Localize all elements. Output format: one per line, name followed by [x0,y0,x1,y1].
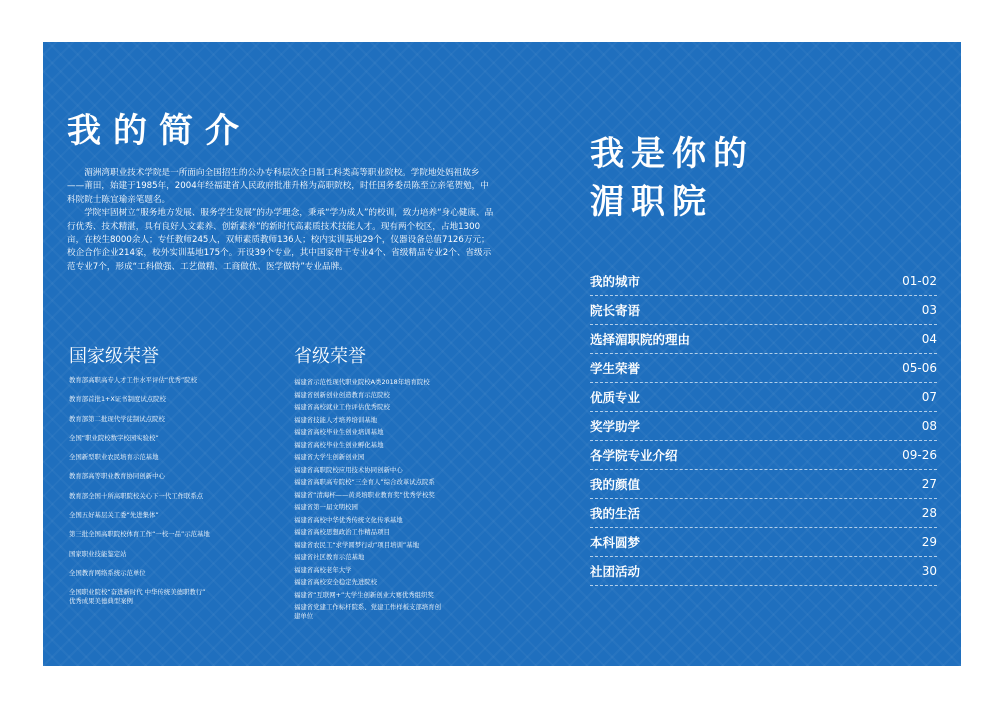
toc-item-president-message[interactable] [590,296,937,325]
national-honor-item: 教育部首批1+X证书制度试点院校 [69,395,166,404]
provincial-honor-item: 福建省“清海杯——黄炎培职业教育奖”优秀学校奖 [294,490,435,499]
toc-page-number: 04 [921,332,937,346]
provincial-honors-title: 省级荣誉 [294,346,366,367]
intro-body [67,167,495,274]
provincial-honor-item: 福建省高职高专院校“三全育人”综合改革试点院系 [294,478,435,486]
national-honor-item: 教育部全国十所高职院校关心下一代工作联系点 [69,491,204,500]
hero-line-2: 湄职院 [590,182,713,222]
national-honor-item: 教育部高等职业教育协同创新中心 [69,472,165,481]
provincial-honor-line: 福建省党建工作标杆院系、党建工作样板支部培育创 [294,603,441,611]
toc-page-number: 28 [921,506,937,520]
toc-label: 奖学助学 [590,419,641,434]
toc-item-undergraduate[interactable] [590,528,937,557]
provincial-honor-item: 福建省高校安全稳定先进院校 [294,578,378,586]
toc-item-campus-looks[interactable] [590,470,937,499]
toc-item-scholarships[interactable] [590,412,937,441]
provincial-honor-item: 福建省创新创业创造教育示范院校 [294,390,390,399]
toc-item-quality-majors[interactable] [590,383,937,412]
toc-label: 本科圆梦 [590,535,641,550]
provincial-honor-item: 福建省技能人才培养培训基地 [294,415,378,424]
provincial-honor-item: 福建省高校思想政治工作精品项目 [294,528,390,536]
provincial-honor-item: 福建省“互联网+”大学生创新创业大赛优秀组织奖 [294,590,434,599]
national-honor-item: 全国新型职业农民培育示范基地 [69,453,159,462]
national-honor-item: 全国五好基层关工委“先进集体” [69,511,159,520]
toc-label: 学生荣誉 [590,361,641,376]
toc-item-campus-life[interactable] [590,499,937,528]
toc-page-number: 01-02 [902,274,937,288]
national-honor-line: 优秀成果美德典型案例 [69,597,133,606]
toc-page-number: 03 [921,303,937,317]
provincial-honor-item: 福建省农民工“求学圆梦行动”项目培训”基地 [294,540,419,549]
toc-item-college-majors[interactable] [590,441,937,470]
toc-page-number: 30 [921,564,937,578]
provincial-honor-item: 福建省示范性现代职业院校A类2018年培育院校 [294,378,430,386]
toc-page-number: 27 [921,477,937,491]
national-honor-line: 全国职业院校“奋进新时代 中华传统美德职教行” [69,588,206,597]
provincial-honor-item: 福建省高校毕业生创业培训基地 [294,428,384,436]
national-honor-item [69,588,274,606]
toc-label: 院长寄语 [590,303,641,318]
provincial-honor-item: 福建省高校就业工作评估优秀院校 [294,403,390,411]
toc-page-number: 29 [921,535,937,549]
national-honor-item: 全国“职业院校数字校园实验校” [69,433,159,442]
intro-paragraph: 学院牢固树立“服务地方发展、服务学生发展”的办学理念，秉承“学为成人”的校训，致力培养“身心健康、品行优秀、技术精湛，具有良好人文素养、创新素养”的新时代高素质技术技能人才。现有两个校区，占地1300亩，在校生8000余人；专任教师245人，双师素质教师136人；校内实训基地29个，仪器设备总值7126万元；校企合作企业214家，校外实训基地175个。开设39个专业，其中国家骨干专业4个、省级精品专业2个、省级示范专业7个，形成“工科做强、工艺做精、工商做优、医学做特”专业品牌。 [67,208,494,272]
hero-line-1: 我是你的 [590,134,754,174]
provincial-honor-item: 福建省高职院校应用技术协同创新中心 [294,465,403,474]
provincial-honors-list [294,376,524,620]
national-honor-item: 教育部第二批现代学徒制试点院校 [69,414,165,423]
hero-title [590,130,754,226]
toc-label: 选择湄职院的理由 [590,332,691,347]
toc-item-city[interactable] [590,267,937,296]
national-honors-title: 国家级荣誉 [69,346,159,367]
national-honor-item: 第三批全国高职院校体育工作“一校一品”示范基地 [69,530,210,539]
brochure-spread [43,42,961,666]
provincial-honor-item: 福建省高校毕业生创业孵化基地 [294,440,384,449]
toc-page-number: 05-06 [902,361,937,375]
provincial-honor-item: 福建省高校老年大学 [294,565,352,574]
provincial-honor-item: 福建省第一届文明校园 [294,503,358,511]
provincial-honor-item [294,603,524,620]
toc-page-number: 08 [921,419,937,433]
toc-label: 优质专业 [590,390,641,405]
national-honor-item: 教育部高职高专人才工作水平评估“优秀”院校 [69,376,198,384]
national-honors-list [69,376,274,617]
toc-label: 我的城市 [590,274,641,289]
toc-page-number: 09-26 [902,448,937,462]
toc-item-clubs[interactable] [590,557,937,586]
table-of-contents [590,267,937,586]
provincial-honor-item: 福建省大学生创新创业园 [294,453,365,461]
toc-item-student-honors[interactable] [590,354,937,383]
toc-item-reasons[interactable] [590,325,937,354]
toc-page-number: 07 [921,390,937,404]
provincial-honor-item: 福建省高校中华优秀传统文化传承基地 [294,515,403,524]
provincial-honor-item: 福建省社区教育示范基地 [294,553,365,561]
provincial-honor-line: 建单位 [294,611,314,620]
toc-label: 各学院专业介绍 [590,448,678,463]
intro-title: 我的简介 [67,111,251,151]
toc-label: 我的颜值 [590,477,641,492]
national-honor-item: 全国教育网络系统示范单位 [69,568,146,577]
intro-paragraph: 湄洲湾职业技术学院是一所面向全国招生的公办专科层次全日制工科类高等职业院校。学院地处妈祖故乡——莆田，始建于1985年，2004年经福建省人民政府批准升格为高职院校，时任国务委员陈至立亲笔贺勉，中科院院士陈宜瑜亲笔题名。 [67,168,489,205]
toc-label: 社团活动 [590,564,641,579]
national-honor-item: 国家职业技能鉴定站 [69,549,127,558]
toc-label: 我的生活 [590,506,641,521]
